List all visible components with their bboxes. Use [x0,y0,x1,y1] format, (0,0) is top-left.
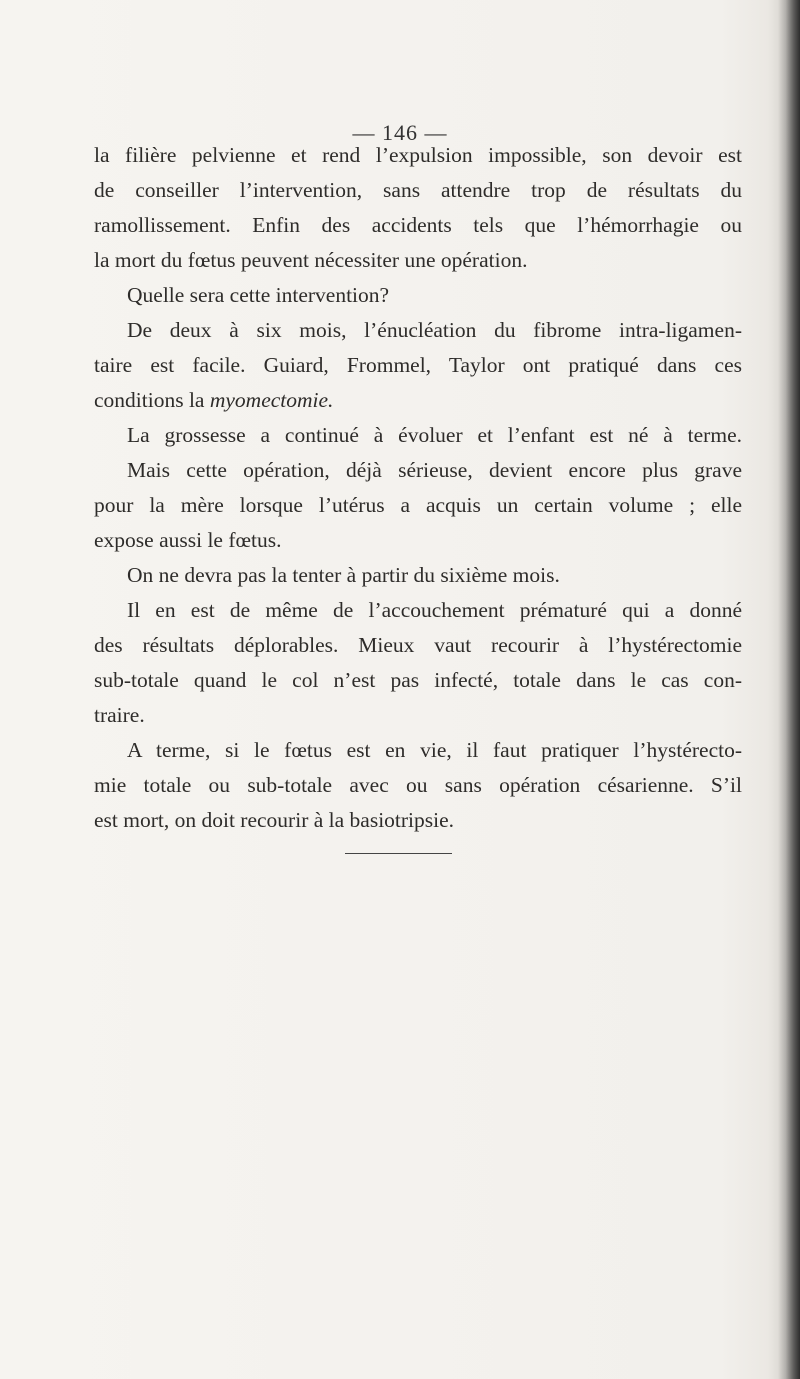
text-line: sub-totale quand le col n’est pas infecté, totale dans le cas con- [94,668,742,692]
text-line: On ne devra pas la tenter à partir du sixième mois. [127,563,560,587]
text-line: pour la mère lorsque l’utérus a acquis un certain volume ; elle [94,493,742,517]
page-spine-shadow [778,0,800,1379]
text-line: Quelle sera cette intervention? [127,283,390,307]
text-line: des résultats déplorables. Mieux vaut recourir à l’hystérectomie [94,633,742,657]
text-line: expose aussi le fœtus. [94,528,282,552]
text-line: la filière pelvienne et rend l’expulsion impossible, son devoir est [94,143,742,167]
text-line: Mais cette opération, déjà sérieuse, devient encore plus grave [127,458,742,482]
text-line: La grossesse a continué à évoluer et l’enfant est né à terme. [127,423,742,447]
italic-term: myomectomie. [209,388,334,412]
text-line: Il en est de même de l’accouchement prématuré qui a donné [127,598,742,622]
text-line: est mort, on doit recourir à la basiotripsie. [94,808,455,832]
text-line: traire. [94,703,145,727]
text-line: A terme, si le fœtus est en vie, il faut pratiquer l’hystérecto- [127,738,742,762]
text-fragment: conditions la [94,388,210,412]
text-line: la mort du fœtus peuvent nécessiter une opération. [94,248,528,272]
text-line: ramollissement. Enfin des accidents tels que l’hémorrhagie ou [94,213,742,237]
text-line: taire est facile. Guiard, Frommel, Taylor ont pratiqué dans ces [94,353,742,377]
page-number: — 146 — [352,120,448,145]
text-line: mie totale ou sub-totale avec ou sans opération césarienne. S’il [94,773,742,797]
text-line: de conseiller l’intervention, sans attendre trop de résultats du [94,178,742,202]
body-text [94,138,742,838]
text-line: De deux à six mois, l’énucléation du fibrome intra-ligamen- [127,318,742,342]
text-line [94,383,742,418]
end-rule [345,853,452,854]
